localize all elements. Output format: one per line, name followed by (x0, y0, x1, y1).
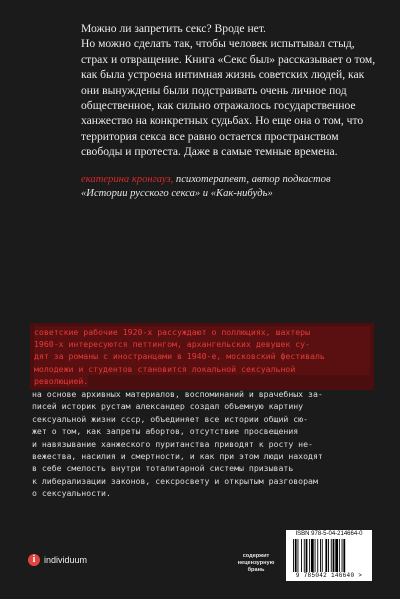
blurb-attribution (81, 173, 381, 200)
barcode-bar (309, 539, 310, 572)
content-warning-label (228, 553, 284, 574)
barcode-image (292, 539, 366, 572)
isbn-barcode-box (286, 530, 372, 581)
content-warning-line: брань (247, 567, 265, 573)
barcode-bar (298, 539, 299, 572)
barcode-bar (306, 539, 308, 572)
description-line: о сексуальности. (32, 488, 111, 499)
description-line: на основе архивных материалов, воспоминаний и врачебных за- (32, 389, 323, 399)
barcode-bar (333, 539, 335, 572)
highlight-line: революцией. (34, 375, 89, 386)
description-line: вежества, насилия и смертности, и как при этом люди находят (32, 451, 323, 462)
description-line: и навязывание ханжеского пуританства приводят к росту не- (32, 438, 313, 449)
barcode-bar (328, 539, 329, 572)
barcode-bar (331, 539, 332, 572)
barcode-bar (315, 539, 316, 572)
description-line: в себе смелость внутри тоталитарной системы призывать (32, 463, 294, 474)
highlight-line: молодежи и студентов становится локальной сексуальной (34, 363, 370, 375)
description-line: сексуальной жизни ссср, объединяет все истории общий сю- (32, 413, 309, 424)
barcode-bar (293, 539, 294, 572)
barcode-bar (343, 539, 345, 572)
barcode-bar (335, 539, 338, 572)
author-podcasts: «Истории русского секса» и «Как-нибудь» (81, 187, 273, 199)
barcode-bar (295, 539, 297, 572)
blurb-quote (81, 21, 381, 160)
publisher-name: individuum (44, 555, 88, 565)
description-line: жет о том, как запреты абортов, отсутствие просвещения (32, 426, 299, 437)
highlight-line: дят за романы с иностранцами в 1940-е, московский фестиваль (34, 350, 370, 362)
barcode-bar (304, 539, 305, 572)
barcode-bar (320, 539, 321, 572)
blurb-line: Можно ли запретить секс? Вроде нет. (81, 22, 266, 35)
isbn-label: ISBN 978-5-04-214664-0 (295, 531, 363, 537)
barcode-bar (322, 539, 323, 572)
content-warning-line: нецензурную (237, 560, 275, 566)
barcode-bar (339, 539, 340, 572)
barcode-bar (325, 539, 327, 572)
highlight-block (30, 323, 374, 390)
author-name: екатерина кронгауз, (81, 174, 174, 185)
blurb-line: Но можно сделать так, чтобы человек испытывал стыд, страх и отвращение. Книга «Секс был» рассказывает о том, как была устроена интимная жизнь советских людей, как они вынуждены были подстраивать очень личное под общественное, как сильно отражалось государственное ханжество на конкретных судьбах. Но еще она о том, что территория секса все равно остается пространством свободы и протеста. Даже в самые темные времена. (81, 37, 376, 159)
description-line: к либерализации законов, сексросвету и открытым разговорам (32, 475, 318, 486)
description-line: писей историк рустам александер создал объемную картину (32, 401, 304, 412)
highlight-line: 1960-х интересуются петтингом, архангельских девушек су- (34, 338, 370, 350)
barcode-bar (311, 539, 314, 572)
author-role: психотерапевт, автор подкастов (173, 174, 331, 185)
barcode-bar (342, 539, 343, 572)
barcode-bar (301, 539, 302, 572)
isbn-digits: 9 785042 146640 > (295, 572, 363, 579)
description-text (32, 388, 372, 500)
content-warning-line: содержит (242, 553, 270, 559)
publisher-logo (28, 554, 87, 566)
individuum-logo-icon: i (28, 554, 40, 566)
barcode-bar (317, 539, 318, 572)
highlight-line: советские рабочие 1920-х рассуждают о поллюциях, шахтеры (34, 326, 370, 338)
